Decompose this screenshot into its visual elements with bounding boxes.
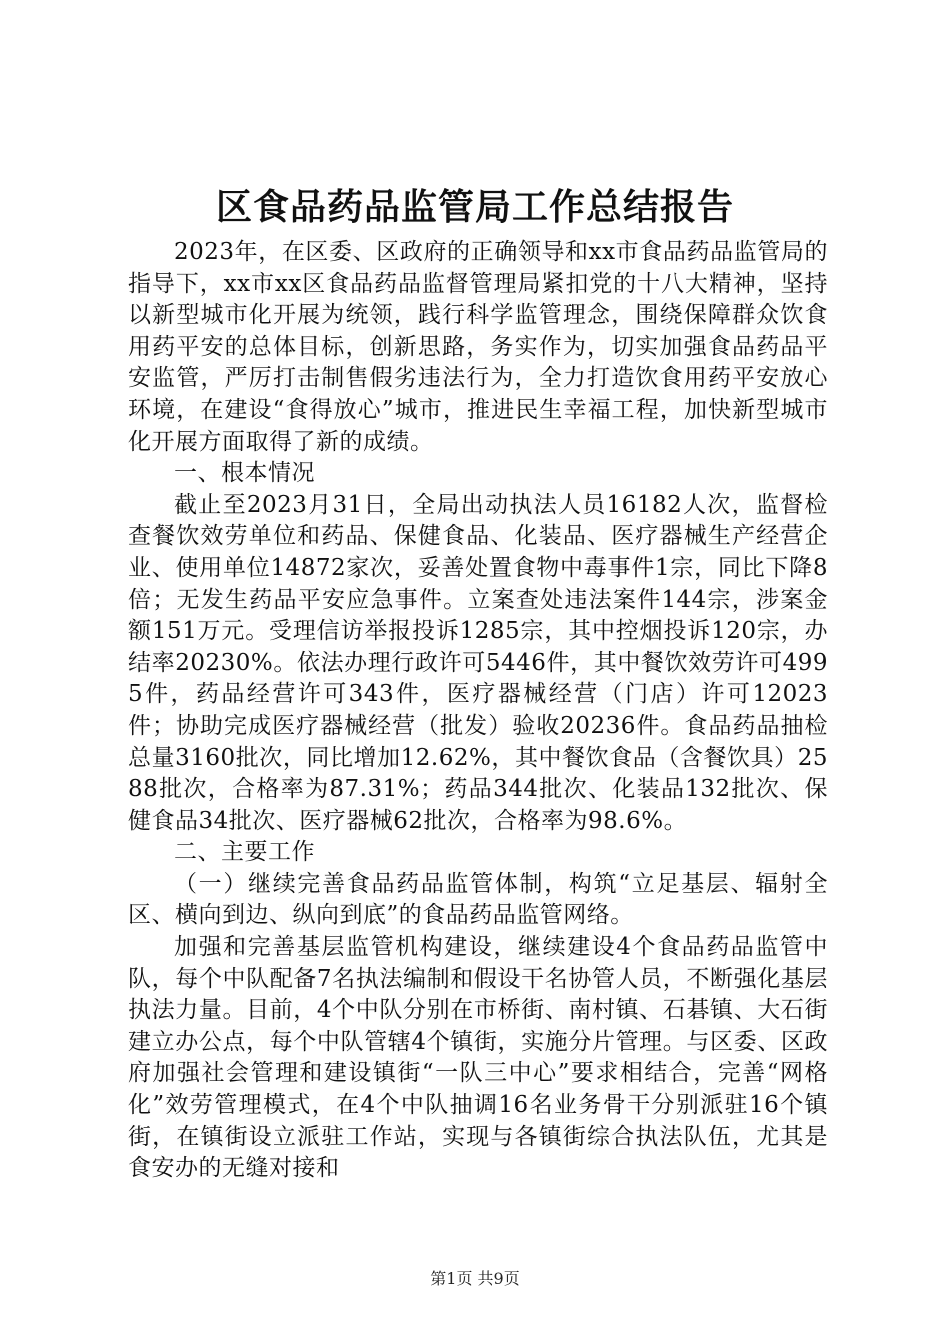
statistics-paragraph: 截止至2023月31日，全局出动执法人员16182人次，监督检查餐饮效劳单位和药品、保健食品、化装品、医疗器械生产经营企业、使用单位14872家次，妥善处置食物中毒事件1宗，同比下降8倍；无发生药品平安应急事件。立案查处违法案件144宗，涉案金额151万元。受理信访举报投诉1285宗，其中控烟投诉120宗，办结率20230%。依法办理行政许可5446件，其中餐饮效劳许可4995件，药品经营许可343件，医疗器械经营（门店）许可12023件；协助完成医疗器械经营（批发）验收20236件。食品药品抽检总量3160批次，同比增加12.62%，其中餐饮食品（含餐饮具）2588批次，合格率为87.31%；药品344批次、化装品132批次、保健食品34批次、医疗器械62批次，合格率为98.6%。 bbox=[128, 491, 828, 834]
supervision-paragraph: 加强和完善基层监管机构建设，继续建设4个食品药品监管中队，每个中队配备7名执法编制和假设干名协管人员，不断强化基层执法力量。目前，4个中队分别在市桥街、南村镇、石碁镇、大石街建立办公点，每个中队管辖4个镇街，实施分片管理。与区委、区政府加强社会管理和建设镇街“一队三中心”要求相结合，完善“网格化”效劳管理模式，在4个中队抽调16名业务骨干分别派驻16个镇街，在镇街设立派驻工作站，实现与各镇街综合执法队伍，尤其是食安办的无缝对接和 bbox=[128, 934, 828, 1182]
document-title: 区食品药品监管局工作总结报告 bbox=[215, 186, 734, 228]
subsection-heading-1: （一）继续完善食品药品监管体制，构筑“立足基层、辐射全区、横向到边、纵向到底”的食品药品监管网络。 bbox=[128, 870, 828, 929]
section-heading-basic-situation: 一、根本情况 bbox=[174, 460, 315, 487]
section-heading-main-work: 二、主要工作 bbox=[174, 839, 315, 866]
page-footer: 第1页 共9页 bbox=[430, 1269, 520, 1288]
intro-paragraph: 2023年，在区委、区政府的正确领导和xx市食品药品监管局的指导下，xx市xx区食品药品监督管理局紧扣党的十八大精神，坚持以新型城市化开展为统领，践行科学监管理念，围绕保障群众饮食用药平安的总体目标，创新思路，务实作为，切实加强食品药品平安监管，严厉打击制售假劣违法行为，全力打造饮食用药平安放心环境，在建设“食得放心”城市，推进民生幸福工程，加快新型城市化开展方面取得了新的成绩。 bbox=[128, 239, 828, 455]
document-body bbox=[128, 237, 828, 1185]
